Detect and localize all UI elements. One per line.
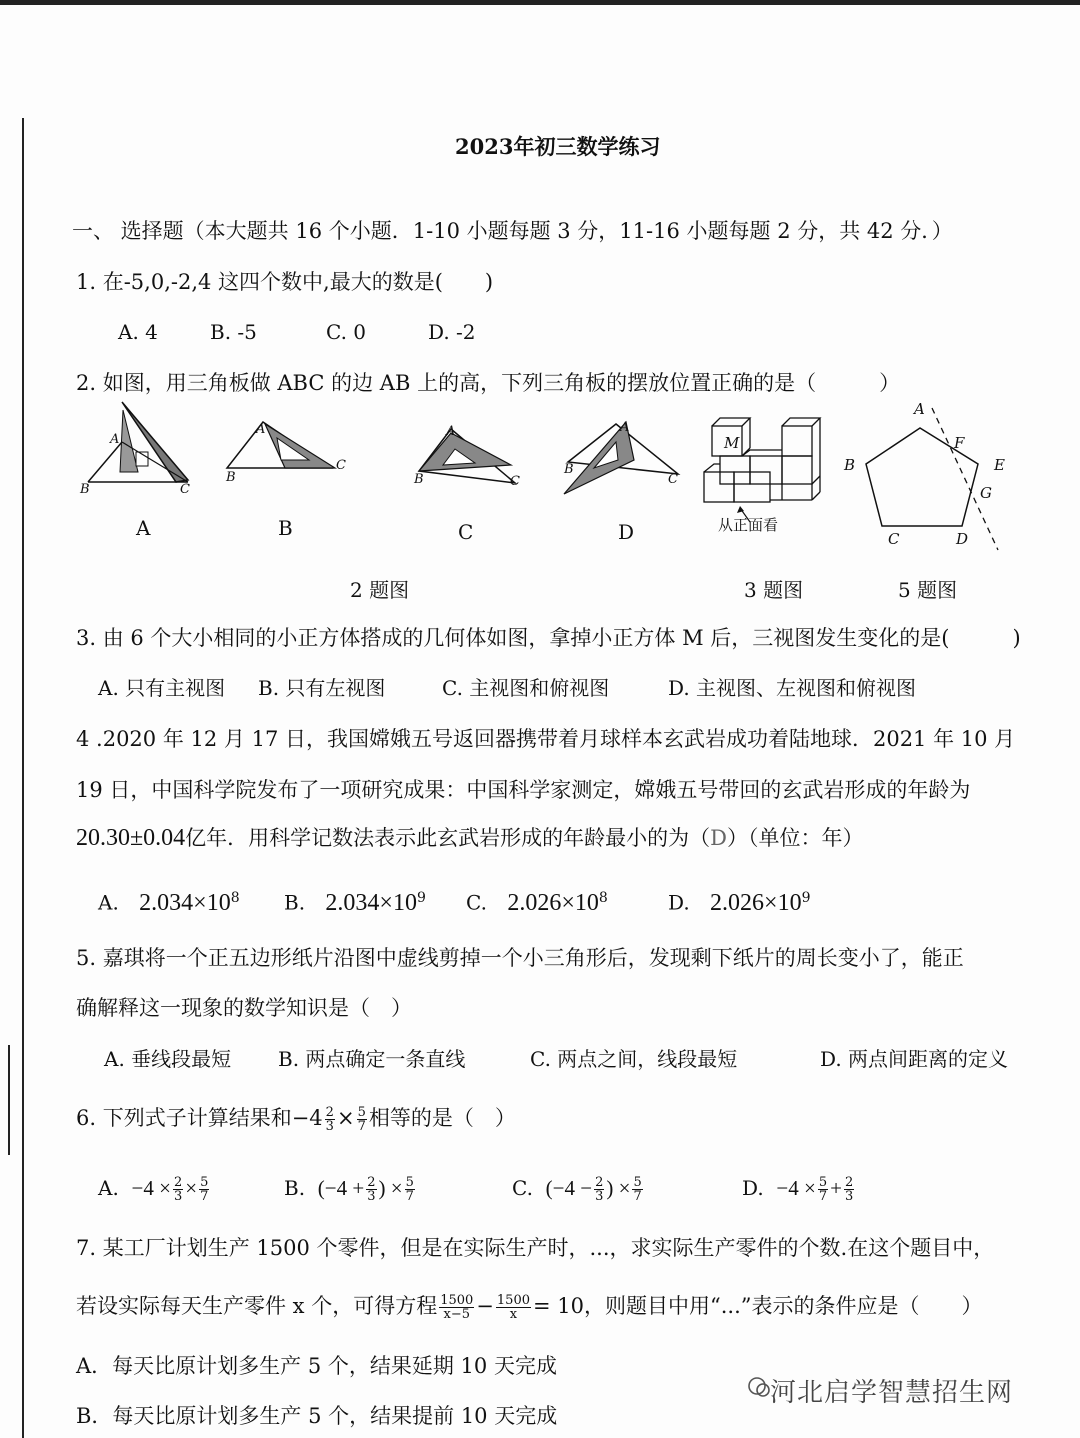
- q6-option-c-frac1: [594, 1176, 604, 1203]
- fig5-pentagon: [840, 400, 1040, 550]
- q7-frac2-num: 1500: [496, 1293, 530, 1308]
- q7-frac2: [496, 1294, 531, 1321]
- fig5-point-b: B: [844, 456, 856, 474]
- q7-line2-pre: 若设实际每天生产零件 x 个，可得方程: [76, 1294, 438, 1318]
- fig5-point-c: C: [888, 530, 900, 548]
- fig2c-vertex-c: C: [510, 474, 520, 489]
- left-margin-mark: [8, 1045, 10, 1155]
- fig2a-vertex-c: C: [180, 482, 190, 497]
- q7-minus: −: [476, 1294, 494, 1318]
- q4-option-a: [98, 884, 240, 917]
- q6-option-d-frac1: [818, 1176, 828, 1203]
- q6-option-d-frac2-num: 2: [844, 1175, 854, 1190]
- q6-option-b-letter: B.: [284, 1176, 306, 1200]
- q6-option-d-frac2-den: 3: [844, 1189, 854, 1204]
- fig5-point-a: A: [914, 400, 925, 418]
- q4-line3: [76, 824, 864, 852]
- q7-line1: 7. 某工厂计划生产 1500 个零件，但是在实际生产时，...，求实际生产零件的个数.在这个题目中，: [76, 1236, 995, 1260]
- q4-option-b-letter: B.: [284, 890, 306, 915]
- q4-option-b-exp: 9: [416, 890, 426, 906]
- q6-option-c-frac1-den: 3: [595, 1189, 604, 1204]
- fig2-letter-c: C: [458, 520, 474, 544]
- q7-option-a: A．每天比原计划多生产 5 个，结果延期 10 天完成: [76, 1354, 557, 1378]
- top-border: [0, 0, 1080, 5]
- q7-option-b: B．每天比原计划多生产 5 个，结果提前 10 天完成: [76, 1404, 558, 1428]
- fig2-option-b-figure: [225, 420, 345, 490]
- fig5-point-f: F: [954, 434, 965, 452]
- fig3-cubes: [700, 412, 835, 512]
- q6-option-c-frac2: [632, 1176, 642, 1203]
- fig5-caption: 5 题图: [898, 578, 958, 602]
- q4-option-b-value: 2.034×10: [325, 889, 417, 916]
- page-title: 2023年初三数学练习: [455, 134, 661, 159]
- q7-line2-post: = 10，则题目中用“...”表示的条件应是（ ）: [533, 1294, 983, 1318]
- q6-option-b-op: ) ×: [378, 1176, 403, 1200]
- q6-option-d-letter: D.: [742, 1176, 764, 1200]
- q6-option-b-frac2: [405, 1176, 415, 1203]
- wechat-icon: [748, 1372, 770, 1402]
- section-heading: 一、 选择题（本大题共 16 个小题．1-10 小题每题 3 分，11-16 小题每题 2 分，共 42 分．）: [72, 219, 953, 243]
- q7-frac1-num: 1500: [440, 1293, 474, 1308]
- fig2-option-c-figure: [415, 425, 525, 495]
- fig2b-vertex-a: A: [256, 422, 266, 437]
- q6-option-d-frac1-num: 5: [818, 1175, 828, 1190]
- fig2-caption: 2 题图: [350, 578, 410, 602]
- fig2b-vertex-c: C: [336, 458, 346, 473]
- q6-option-a-frac1-num: 2: [173, 1175, 183, 1190]
- q6-option-b-frac1: [366, 1176, 376, 1203]
- watermark: 河北启学智慧招生网: [770, 1378, 1014, 1408]
- fig2b-vertex-b: B: [226, 470, 236, 485]
- q4-line2: 19 日，中国科学院发布了一项研究成果：中国科学家测定，嫦娥五号带回的玄武岩形成的年龄为: [76, 778, 971, 802]
- q6-stem-post: 相等的是（ ）: [368, 1106, 516, 1130]
- q4-option-b: [284, 884, 426, 917]
- fig2c-vertex-b: B: [414, 472, 424, 487]
- q6-option-c-frac1-num: 2: [595, 1175, 604, 1190]
- q6-option-d: [742, 1174, 856, 1203]
- fig2d-vertex-a: A: [620, 420, 630, 435]
- q6-stem-frac2-num: 5: [357, 1105, 366, 1120]
- q4-option-c-exp: 8: [598, 890, 608, 906]
- q6-option-c-frac2-num: 5: [633, 1175, 642, 1190]
- q6-stem-frac2: [357, 1106, 367, 1133]
- q4-line3-tail: ）（单位：年）: [727, 826, 864, 850]
- fig3-cube-m: M: [724, 434, 740, 452]
- q6-option-b-part: (−4 +: [317, 1176, 365, 1200]
- q4-option-c-letter: C.: [466, 890, 487, 915]
- q3-option-a: A. 只有主视图: [98, 676, 226, 700]
- q4-option-d-letter: D.: [668, 890, 690, 915]
- q4-option-a-value: 2.034×10: [139, 889, 231, 916]
- fig2a-vertex-a: A: [110, 432, 120, 447]
- q4-option-a-exp: 8: [230, 890, 240, 906]
- q4-option-c: [466, 884, 608, 917]
- q7-frac2-den: x: [509, 1307, 518, 1322]
- q6-option-d-frac1-den: 7: [818, 1189, 828, 1204]
- fig2c-vertex-a: A: [446, 424, 456, 439]
- q6-option-a-frac1-den: 3: [173, 1189, 183, 1204]
- q6-option-c-frac2-den: 7: [633, 1189, 642, 1204]
- q6-stem: [76, 1104, 516, 1133]
- fig5-point-g: G: [980, 484, 992, 502]
- q6-option-a-frac2: [199, 1176, 209, 1203]
- q3-option-c: C. 主视图和俯视图: [442, 676, 610, 700]
- q6-option-a: [98, 1174, 211, 1203]
- fig2d-vertex-c: C: [668, 472, 678, 487]
- fig2a-vertex-b: B: [80, 482, 90, 497]
- q1-option-b: B. -5: [210, 320, 257, 344]
- q4-line3-text: 亿年．用科学记数法表示此玄武岩形成的年龄最小的为（: [185, 826, 711, 850]
- q6-stem-frac1-den: 3: [325, 1119, 334, 1134]
- q1-option-d: D. -2: [428, 320, 476, 344]
- q1-option-c: C. 0: [326, 320, 367, 344]
- fig3-caption: 3 题图: [744, 578, 804, 602]
- q6-option-a-frac1: [173, 1176, 183, 1203]
- q1-option-a: A. 4: [118, 320, 158, 344]
- q6-stem-frac2-den: 7: [357, 1119, 366, 1134]
- q5-option-d: D. 两点间距离的定义: [820, 1047, 1009, 1071]
- fig3-view-label: 从正面看: [718, 516, 779, 534]
- q6-stem-frac1: [325, 1106, 335, 1133]
- q6-option-a-part: −4 ×: [131, 1176, 171, 1200]
- q6-option-a-frac2-den: 7: [200, 1189, 209, 1204]
- q1-stem: 1. 在-5,0,-2,4 这四个数中,最大的数是( ): [76, 270, 494, 294]
- q4-option-d-exp: 9: [801, 890, 811, 906]
- q3-option-d: D. 主视图、左视图和俯视图: [668, 676, 917, 700]
- q5-line2: 确解释这一现象的数学知识是（ ）: [76, 996, 412, 1020]
- q4-option-c-value: 2.026×10: [507, 889, 599, 916]
- q7-line2: [76, 1292, 983, 1321]
- q6-stem-pre: 6. 下列式子计算结果和−4: [76, 1106, 323, 1130]
- q6-option-b: [284, 1174, 417, 1203]
- q6-stem-times: ×: [336, 1106, 355, 1130]
- q6-option-b-frac2-den: 7: [405, 1189, 414, 1204]
- q5-option-a: A. 垂线段最短: [104, 1047, 232, 1071]
- left-margin-line: [22, 118, 24, 1438]
- q5-line1: 5. 嘉琪将一个正五边形纸片沿图中虚线剪掉一个小三角形后，发现剩下纸片的周长变小了，能正: [76, 946, 964, 970]
- fig2-letter-d: D: [618, 520, 635, 544]
- q3-option-b: B. 只有左视图: [258, 676, 386, 700]
- q6-option-c-op: ) ×: [606, 1176, 631, 1200]
- q5-option-b: B. 两点确定一条直线: [278, 1047, 466, 1071]
- q4-value: 20.30±0.04: [76, 825, 186, 851]
- q6-option-c-letter: C.: [512, 1176, 533, 1200]
- q7-frac1: [439, 1294, 474, 1321]
- q6-option-a-letter: A.: [98, 1176, 119, 1200]
- q4-option-a-letter: A.: [98, 890, 119, 915]
- q6-option-a-op: ×: [185, 1176, 198, 1200]
- q2-stem: 2. 如图，用三角板做 ABC 的边 AB 上的高，下列三角板的摆放位置正确的是（ ）: [76, 371, 901, 395]
- q4-answer-mark: D: [710, 826, 728, 850]
- fig2-letter-a: A: [136, 516, 151, 540]
- q6-option-c: [512, 1174, 645, 1203]
- q4-line1: 4 .2020 年 12 月 17 日，我国嫦娥五号返回器携带着月球样本玄武岩成功着陆地球．2021 年 10 月: [76, 727, 1016, 751]
- q6-option-b-frac2-num: 5: [405, 1175, 414, 1190]
- q4-option-d-value: 2.026×10: [710, 889, 802, 916]
- q7-frac1-den: x−5: [443, 1307, 470, 1322]
- q5-option-c: C. 两点之间，线段最短: [530, 1047, 738, 1071]
- q6-stem-frac1-num: 2: [325, 1105, 334, 1120]
- q6-option-b-frac1-den: 3: [367, 1189, 376, 1204]
- q6-option-a-frac2-num: 5: [200, 1175, 209, 1190]
- q4-option-d: [668, 884, 811, 917]
- q6-option-b-frac1-num: 2: [367, 1175, 376, 1190]
- q6-option-d-op: +: [830, 1176, 842, 1200]
- q3-stem: 3. 由 6 个大小相同的小正方体搭成的几何体如图，拿掉小正方体 M 后，三视图发生变化的是( ): [76, 626, 1021, 650]
- fig5-point-d: D: [956, 530, 969, 548]
- fig2-letter-b: B: [278, 516, 293, 540]
- q6-option-d-part: −4 ×: [776, 1176, 816, 1200]
- fig5-point-e: E: [994, 456, 1005, 474]
- q6-option-c-part: (−4 −: [545, 1176, 593, 1200]
- q6-option-d-frac2: [844, 1176, 854, 1203]
- fig2d-vertex-b: B: [564, 462, 574, 477]
